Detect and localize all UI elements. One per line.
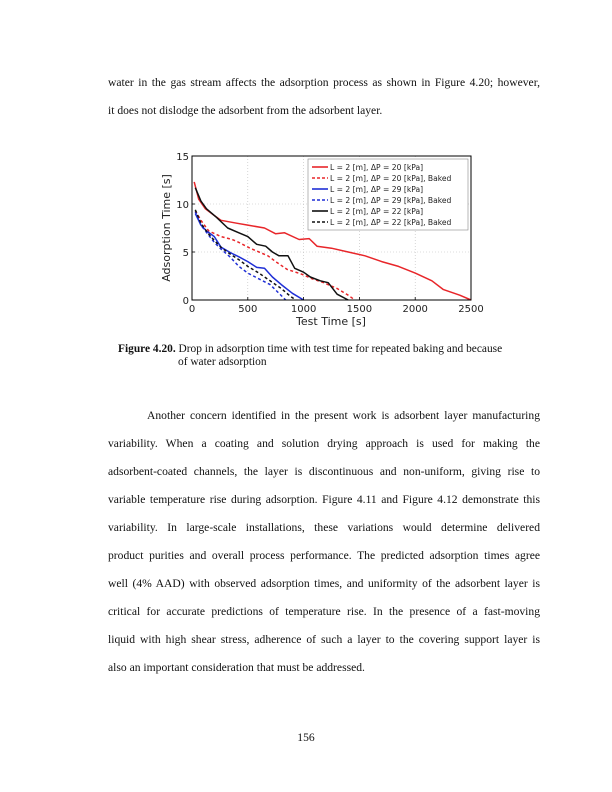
body-line-3: adsorbent-coated channels, the layer is discontinuous and non-uniform, giving rise to (108, 465, 540, 478)
body-line-2: variability. When a coating and solution drying approach is used for making the (108, 437, 540, 450)
figure-caption-text: Drop in adsorption time with test time for repeated baking and because (175, 343, 503, 355)
y-tick-label: 15 (176, 152, 189, 163)
legend-label: L = 2 [m], ΔP = 29 [kPa] (330, 185, 424, 194)
legend-label: L = 2 [m], ΔP = 22 [kPa], Baked (330, 218, 452, 227)
series-line-3 (195, 214, 303, 300)
y-tick-label: 0 (182, 296, 189, 307)
series-line-4 (195, 212, 285, 300)
legend-label: L = 2 [m], ΔP = 20 [kPa] (330, 163, 424, 172)
y-tick-label: 5 (182, 248, 189, 259)
y-axis-label: Adsorption Time [s] (160, 174, 173, 282)
adsorption-time-chart (150, 145, 490, 335)
body-line-5: variability. In large-scale installations, these variations would determine delivered (108, 521, 540, 534)
y-tick-label: 10 (176, 200, 189, 211)
x-tick-label: 0 (188, 304, 196, 315)
figure-caption (118, 343, 502, 356)
body-line-9: liquid with high shear stress, adherence of such a layer to the covering support layer is (108, 633, 540, 646)
legend-label: L = 2 [m], ΔP = 29 [kPa], Baked (330, 196, 452, 205)
x-tick-label: 500 (238, 304, 258, 315)
x-tick-label: 1000 (290, 304, 317, 315)
paragraph-intro-line-2: it does not dislodge the adsorbent from the adsorbent layer. (108, 104, 383, 117)
legend-label: L = 2 [m], ΔP = 20 [kPa], Baked (330, 174, 452, 183)
body-line-10: also an important consideration that must be addressed. (108, 661, 365, 674)
figure-caption-label: Figure 4.20. (118, 343, 176, 355)
paragraph-intro-line-1: water in the gas stream affects the adsorption process as shown in Figure 4.20; however, (108, 76, 540, 89)
body-line-6: product purities and overall process performance. The predicted adsorption times agree (108, 549, 540, 562)
body-line-4: variable temperature rise during adsorption. Figure 4.11 and Figure 4.12 demonstrate this (108, 493, 540, 506)
legend-label: L = 2 [m], ΔP = 22 [kPa] (330, 207, 424, 216)
chart-legend (308, 159, 468, 230)
x-tick-label: 1500 (346, 304, 373, 315)
body-line-7: well (4% AAD) with observed adsorption times, and uniformity of the adsorbent layer is (108, 577, 540, 590)
x-tick-label: 2000 (402, 304, 428, 315)
body-line-1: Another concern identified in the present work is adsorbent layer manufacturing (147, 409, 540, 422)
page-number: 156 (297, 731, 315, 744)
figure-caption-continued: of water adsorption (178, 356, 267, 368)
body-line-8: critical for accurate predictions of temperature rise. In the presence of a fast-moving (108, 605, 540, 618)
series-line-6 (195, 210, 295, 300)
x-tick-label: 2500 (458, 304, 484, 315)
x-axis-label: Test Time [s] (296, 315, 366, 328)
